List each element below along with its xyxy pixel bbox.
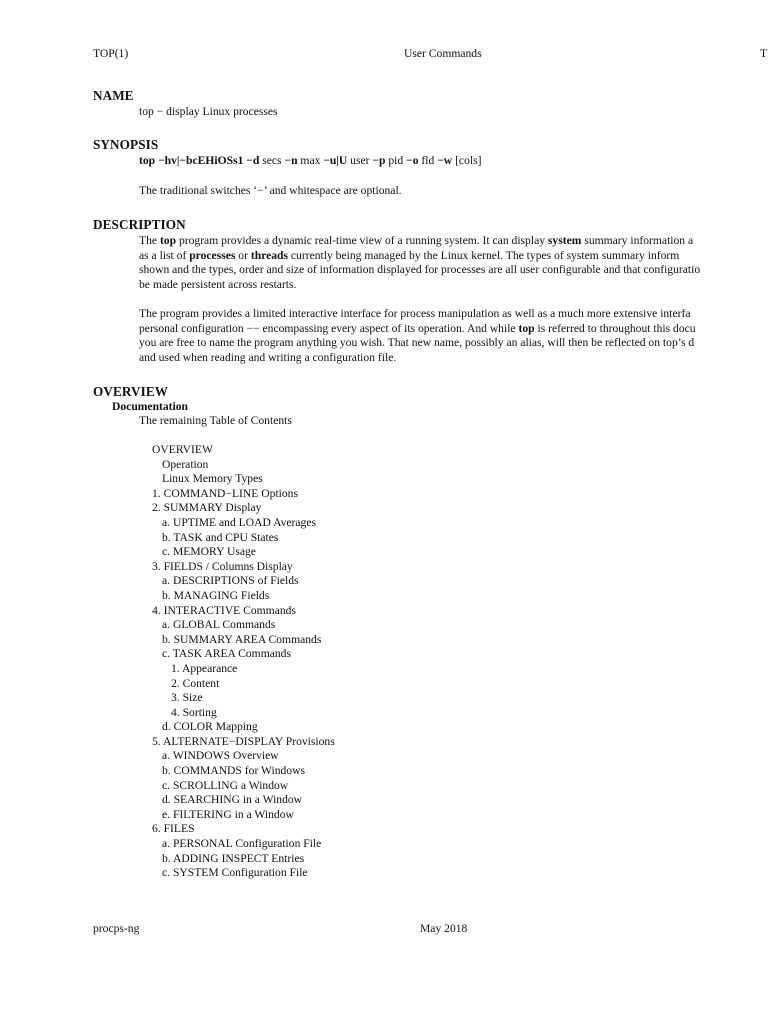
toc-item: 4. Sorting [171,705,217,719]
toc-item: OVERVIEW [152,443,213,456]
description-p2-line3: you are free to name the program anything you wish. That new name, possibly an alias, will then be reflected on top’s d [139,336,695,350]
header-center: User Commands [404,47,482,60]
toc-item: c. TASK AREA Commands [162,647,291,661]
synopsis-cmd: top [139,154,156,167]
description-p2-line2: personal configuration −− encompassing every aspect of its operation. And while top is referred to throughout this docu [139,321,696,335]
description-p2-line1: The program provides a limited interactive interface for process manipulation as well as a much more extensive interfa [139,307,691,320]
toc-item: Linux Memory Types [162,472,263,486]
toc-item: a. GLOBAL Commands [162,618,276,632]
synopsis-n-arg: max [297,154,324,167]
synopsis-p-arg: pid [385,154,407,167]
synopsis-u-flag: −u|U [323,154,348,167]
toc-item: Operation [162,457,209,471]
toc-item: c. MEMORY Usage [162,545,256,559]
documentation-subheading: Documentation [112,400,188,413]
footer-left: procps-ng [93,922,140,935]
toc-item: b. MANAGING Fields [162,588,270,602]
synopsis-heading: SYNOPSIS [93,137,159,152]
description-p1-line4: be made persistent across restarts. [139,277,297,291]
synopsis-o-flag: −o [406,154,419,167]
toc-item: 4. INTERACTIVE Commands [152,603,296,617]
toc-item: b. ADDING INSPECT Entries [162,851,305,865]
footer-center: May 2018 [420,922,468,935]
description-p1-line3: shown and the types, order and size of information displayed for processes are all user configurable and that configuratio [139,263,701,277]
synopsis-p-flag: −p [372,154,386,167]
header-right: T [760,47,768,60]
description-para-1 [139,234,700,292]
synopsis-d-flag: −d [246,154,260,167]
toc-item: e. FILTERING in a Window [162,807,294,821]
toc-item: a. DESCRIPTIONS of Fields [162,574,299,588]
synopsis-line [139,154,481,169]
synopsis-note: The traditional switches ‘−’ and whitespace are optional. [139,184,402,197]
toc-item: 2. SUMMARY Display [152,501,262,515]
toc-item: a. PERSONAL Configuration File [162,837,322,851]
description-p2-line4: and used when reading and writing a configuration file. [139,350,397,364]
description-p1-line2: as a list of processes or threads currently being managed by the Linux kernel. The types of system summary inform [139,248,680,262]
synopsis-o-arg: fld [418,154,438,167]
table-of-contents [152,443,335,881]
toc-item: 6. FILES [152,822,195,836]
toc-item: b. COMMANDS for Windows [162,764,305,778]
toc-item: c. SYSTEM Configuration File [162,866,308,880]
documentation-text: The remaining Table of Contents [139,414,292,427]
toc-item: d. COLOR Mapping [162,720,258,734]
toc-item: b. SUMMARY AREA Commands [162,632,322,646]
name-text: top − display Linux processes [139,105,278,118]
synopsis-w-arg: [cols] [452,154,482,167]
synopsis-u-arg: user [347,154,373,167]
toc-item: a. UPTIME and LOAD Averages [162,515,317,529]
toc-item: b. TASK and CPU States [162,530,279,544]
overview-heading: OVERVIEW [93,384,169,399]
description-para-2 [139,307,696,365]
header-left: TOP(1) [93,47,129,60]
name-heading: NAME [93,88,134,103]
toc-item: 1. Appearance [171,661,238,675]
toc-item: c. SCROLLING a Window [162,778,289,792]
toc-item: 1. COMMAND−LINE Options [152,486,298,500]
toc-item: 5. ALTERNATE−DISPLAY Provisions [152,734,335,748]
toc-item: a. WINDOWS Overview [162,749,279,763]
description-p1-line1: The top program provides a dynamic real-time view of a running system. It can display system summary information a [139,234,694,247]
synopsis-w-flag: −w [437,154,453,167]
synopsis-flags: −hv|−bcEHiOSs1 [158,154,244,167]
description-heading: DESCRIPTION [93,217,186,232]
toc-item: 3. Size [171,691,203,705]
toc-item: 2. Content [171,676,220,690]
synopsis-n-flag: −n [284,154,298,167]
toc-item: 3. FIELDS / Columns Display [152,559,293,573]
synopsis-d-arg: secs [259,154,285,167]
toc-item: d. SEARCHING in a Window [162,793,303,807]
